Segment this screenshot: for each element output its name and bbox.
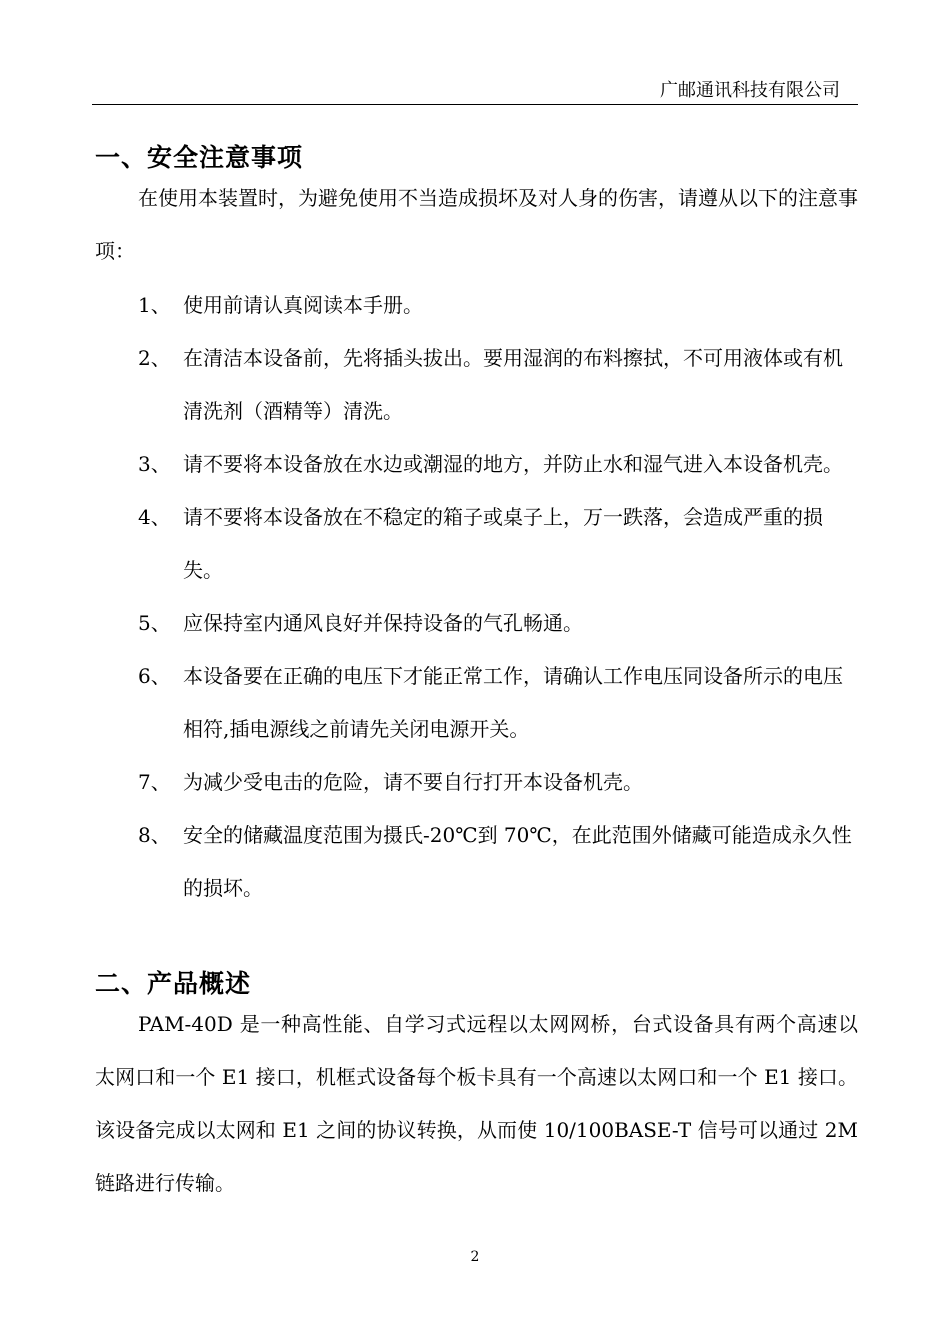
section-heading-overview: 二、产品概述 [95, 969, 252, 998]
page-number: 2 [470, 1249, 480, 1265]
list-item-text: 请不要将本设备放在不稳定的箱子或桌子上，万一跌落，会造成严重的损失。 [183, 505, 823, 582]
list-item [95, 809, 858, 915]
list-item [95, 438, 858, 491]
list-item-number: 3、 [138, 452, 171, 476]
list-item-number: 4、 [138, 505, 171, 529]
list-item-number: 8、 [138, 823, 171, 847]
list-item [95, 491, 858, 597]
list-item-text: 本设备要在正确的电压下才能正常工作，请确认工作电压同设备所示的电压相符,插电源线之前请先关闭电源开关。 [183, 664, 843, 741]
list-item-text: 在清洁本设备前，先将插头拔出。要用湿润的布料擦拭，不可用液体或有机清洗剂（酒精等）清洗。 [183, 346, 843, 423]
list-item-text: 为减少受电击的危险，请不要自行打开本设备机壳。 [183, 770, 643, 794]
list-item-number: 1、 [138, 293, 171, 317]
list-item-text: 请不要将本设备放在水边或潮湿的地方，并防止水和湿气进入本设备机壳。 [183, 452, 843, 476]
list-item-number: 7、 [138, 770, 171, 794]
list-item-text: 使用前请认真阅读本手册。 [183, 293, 423, 317]
list-item-text: 安全的储藏温度范围为摄氏-20℃到 70℃，在此范围外储藏可能造成永久性的损坏。 [183, 823, 852, 900]
list-item [95, 279, 858, 332]
safety-notice-list [95, 279, 858, 915]
list-item-number: 6、 [138, 664, 171, 688]
list-item-number: 2、 [138, 346, 171, 370]
list-item [95, 650, 858, 756]
list-item [95, 756, 858, 809]
list-item-text: 应保持室内通风良好并保持设备的气孔畅通。 [183, 611, 583, 635]
section-heading-safety: 一、安全注意事项 [95, 143, 304, 172]
overview-paragraph: PAM-40D 是一种高性能、自学习式远程以太网网桥，台式设备具有两个高速以太网口和一个 E1 接口，机框式设备每个板卡具有一个高速以太网口和一个 E1 接口。该设备完成以太网和 E1 之间的协议转换，从而使 10/100BASE-T 信号可以通过 2M 链路进行传输。 [95, 1012, 858, 1195]
list-item-number: 5、 [138, 611, 171, 635]
header-divider [92, 104, 858, 105]
list-item [95, 332, 858, 438]
safety-intro-paragraph: 在使用本装置时，为避免使用不当造成损坏及对人身的伤害，请遵从以下的注意事项： [95, 186, 858, 263]
list-item [95, 597, 858, 650]
header-company-name: 广邮通讯科技有限公司 [660, 80, 840, 101]
